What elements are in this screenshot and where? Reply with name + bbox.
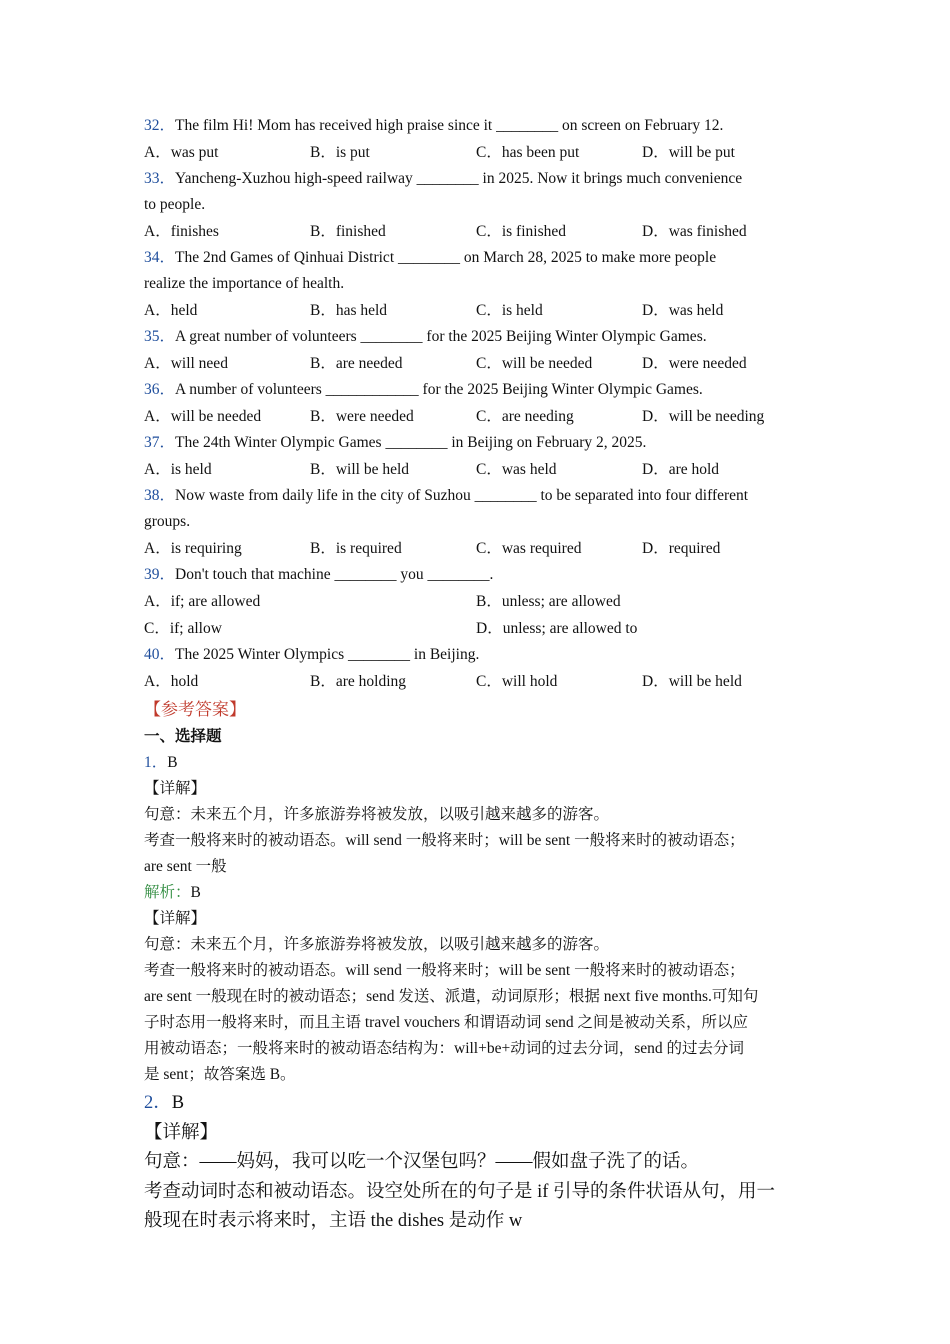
question-text: A number of volunteers ____________ for the 2025 Beijing Winter Olympic Games.	[175, 381, 703, 398]
options-row	[144, 668, 814, 695]
answer-2	[144, 1089, 814, 1119]
options-row	[144, 218, 814, 245]
jiexi-label: 解析：	[144, 884, 191, 901]
analysis-line: 考查一般将来时的被动语态。will send 一般将来时；will be sent 一般将来时的被动语态；	[144, 962, 745, 979]
analysis-line: 是 sent；故答案选 B。	[144, 1066, 296, 1083]
question-stem-line	[144, 509, 814, 535]
question-stem-line	[144, 271, 814, 297]
options-row	[144, 588, 814, 615]
question-text: groups.	[144, 513, 191, 530]
question-number: 35．	[144, 328, 176, 345]
question-number: 38．	[144, 487, 176, 504]
question-number: 36．	[144, 381, 176, 398]
question-34	[144, 245, 814, 297]
detail-label: 【详解】	[144, 910, 207, 927]
answer-2-value: B	[171, 1093, 185, 1113]
answer-1-value: B	[167, 754, 178, 771]
option-b: B．unless; are allowed	[476, 593, 621, 610]
analysis-line: 般现在时表示将来时，主语 the dishes 是动作 w	[144, 1211, 523, 1231]
option-d: D．are hold	[642, 461, 720, 478]
question-text: The film Hi! Mom has received high praise since it ________ on screen on February 12.	[175, 117, 724, 134]
section-title: 一、选择题	[144, 728, 222, 745]
option-c: C．is finished	[476, 223, 566, 240]
option-d: D．will be held	[642, 673, 742, 690]
option-c: C．are needing	[476, 408, 574, 425]
document-content	[144, 113, 814, 1237]
option-d: D．will be needing	[642, 408, 765, 425]
question-number: 39．	[144, 566, 176, 583]
option-b: B．will be held	[310, 461, 410, 478]
option-b: B．has held	[310, 302, 388, 319]
option-c: C．has been put	[476, 144, 580, 161]
question-stem-line	[144, 166, 814, 192]
detail-label: 【详解】	[144, 780, 207, 797]
option-c: C．was required	[476, 540, 582, 557]
question-text: Don't touch that machine ________ you ________.	[175, 566, 494, 583]
question-32	[144, 113, 814, 139]
option-a: A．is requiring	[144, 540, 242, 557]
option-b: B．are needed	[310, 355, 403, 372]
question-number: 37．	[144, 434, 176, 451]
option-b: B．were needed	[310, 408, 414, 425]
question-number: 40．	[144, 646, 176, 663]
option-b: B．are holding	[310, 673, 406, 690]
question-stem-line	[144, 113, 814, 139]
options-row	[144, 297, 814, 324]
question-list	[144, 113, 814, 695]
option-c: C．was held	[476, 461, 557, 478]
question-stem-line	[144, 430, 814, 456]
question-stem-line	[144, 562, 814, 588]
option-d: D．will be put	[642, 144, 735, 161]
question-38	[144, 483, 814, 535]
question-text: The 2nd Games of Qinhuai District ________ on March 28, 2025 to make more people	[175, 249, 717, 266]
analysis-line: 用被动语态；一般将来时的被动语态结构为：will+be+动词的过去分词，send 的过去分词	[144, 1040, 745, 1057]
question-stem-line	[144, 377, 814, 403]
option-b: B．finished	[310, 223, 386, 240]
answer-2-number: 2．	[144, 1093, 172, 1113]
question-number: 34．	[144, 249, 176, 266]
answer-key-heading: 【参考答案】	[144, 700, 246, 719]
answer-1	[144, 750, 814, 776]
option-c: C．will hold	[476, 673, 558, 690]
sentence-meaning: 句意：——妈妈，我可以吃一个汉堡包吗？——假如盘子洗了的话。	[144, 1152, 700, 1172]
options-row	[144, 456, 814, 483]
question-40	[144, 642, 814, 668]
analysis-line: 考查动词时态和被动语态。设空处所在的句子是 if 引导的条件状语从句，用一	[144, 1181, 776, 1202]
option-d: D．were needed	[642, 355, 747, 372]
option-a: A．hold	[144, 673, 199, 690]
question-text: A great number of volunteers ________ for the 2025 Beijing Winter Olympic Games.	[175, 328, 707, 345]
question-36	[144, 377, 814, 403]
option-d: D．was finished	[642, 223, 747, 240]
analysis-line: 子时态用一般将来时，而且主语 travel vouchers 和谓语动词 send 之间是被动关系，所以应	[144, 1014, 749, 1031]
question-39	[144, 562, 814, 588]
question-stem-line	[144, 324, 814, 350]
question-text: Now waste from daily life in the city of Suzhou ________ to be separated into four different	[175, 487, 749, 504]
option-b: B．is put	[310, 144, 370, 161]
options-row	[144, 139, 814, 166]
sentence-meaning: 句意：未来五个月，许多旅游券将被发放，以吸引越来越多的游客。	[144, 936, 610, 953]
options-row	[144, 403, 814, 430]
question-text: to people.	[144, 196, 206, 213]
option-d: D．was held	[642, 302, 724, 319]
option-b: B．is required	[310, 540, 402, 557]
option-c: C．will be needed	[476, 355, 593, 372]
question-stem-line	[144, 642, 814, 668]
option-a: A．held	[144, 302, 198, 319]
option-c: C．is held	[476, 302, 543, 319]
answer-1-number: 1．	[144, 754, 168, 771]
detail-label: 【详解】	[144, 1122, 219, 1143]
analysis-line: are sent 一般	[144, 858, 227, 875]
question-stem-line	[144, 192, 814, 218]
answer-2-block	[144, 1089, 814, 1237]
analysis-line: 考查一般将来时的被动语态。will send 一般将来时；will be sent 一般将来时的被动语态；	[144, 832, 745, 849]
option-a: A．is held	[144, 461, 212, 478]
question-stem-line	[144, 245, 814, 271]
option-a: A．will need	[144, 355, 228, 372]
question-33	[144, 166, 814, 218]
option-c: C．if; allow	[144, 620, 222, 637]
options-row	[144, 615, 814, 642]
jiexi-line	[144, 880, 814, 906]
option-d: D．unless; are allowed to	[476, 620, 638, 637]
option-a: A．was put	[144, 144, 219, 161]
question-text: Yancheng-Xuzhou high-speed railway ________ in 2025. Now it brings much convenience	[175, 170, 743, 187]
question-37	[144, 430, 814, 456]
question-text: The 2025 Winter Olympics ________ in Beijing.	[175, 646, 480, 663]
options-row	[144, 535, 814, 562]
option-d: D．required	[642, 540, 721, 557]
option-a: A．will be needed	[144, 408, 262, 425]
question-stem-line	[144, 483, 814, 509]
analysis-line: are sent 一般现在时的被动语态；send 发送、派遣，动词原形；根据 next five months.可知句	[144, 988, 759, 1005]
question-text: The 24th Winter Olympic Games ________ in Beijing on February 2, 2025.	[175, 434, 647, 451]
question-number: 33．	[144, 170, 176, 187]
options-row	[144, 350, 814, 377]
option-a: A．if; are allowed	[144, 593, 261, 610]
question-number: 32．	[144, 117, 176, 134]
option-a: A．finishes	[144, 223, 219, 240]
question-text: realize the importance of health.	[144, 275, 345, 292]
jiexi-value: B	[190, 884, 201, 901]
sentence-meaning: 句意：未来五个月，许多旅游券将被发放，以吸引越来越多的游客。	[144, 806, 610, 823]
question-35	[144, 324, 814, 350]
